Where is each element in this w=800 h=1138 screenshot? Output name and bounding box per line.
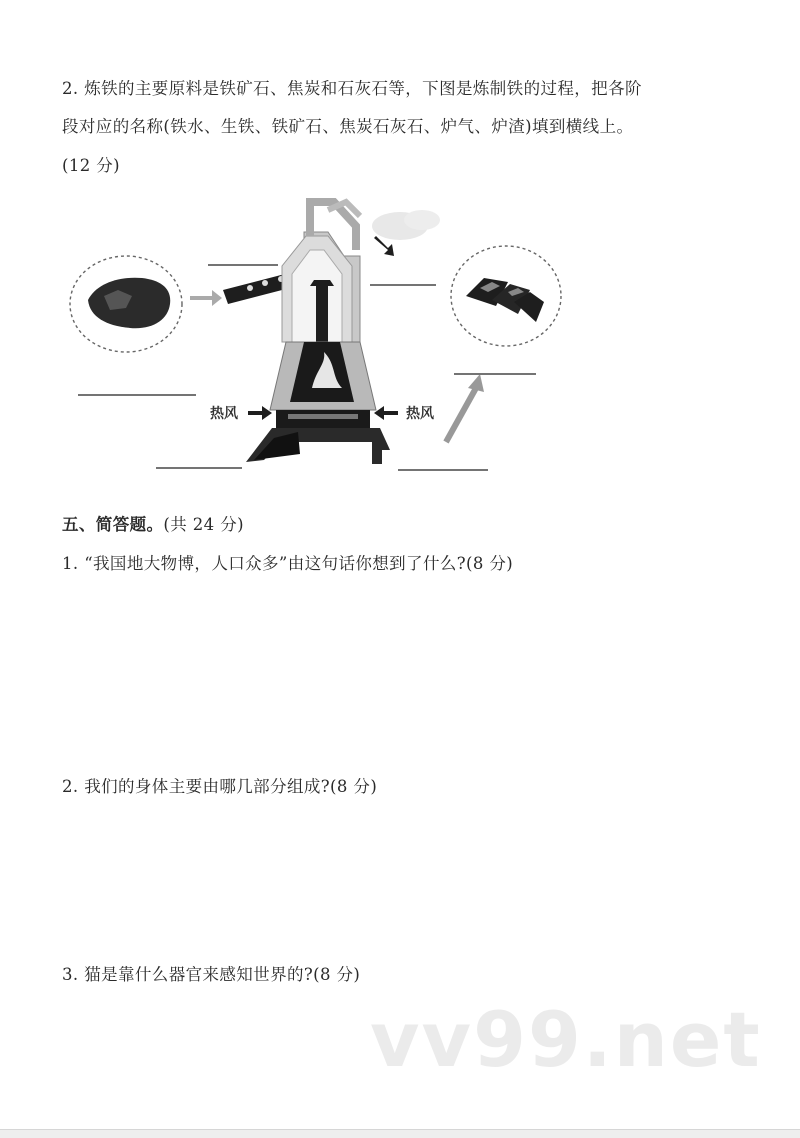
iron-output-arrow <box>446 388 476 442</box>
hot-air-left-label: 热风 <box>210 406 238 422</box>
short-answer-q3: 3. 猫是靠什么器官来感知世界的?(8 分) <box>62 965 361 984</box>
furnace-tube <box>316 286 328 346</box>
question-2-points: (12 分) <box>62 156 121 175</box>
question-2-line-1: 2. 炼铁的主要原料是铁矿石、焦炭和石灰石等，下图是炼制铁的过程，把各阶 <box>62 79 642 98</box>
iron-smelting-diagram <box>60 192 580 482</box>
ore-to-conveyor-arrow <box>190 290 222 306</box>
section-5-points: (共 24 分) <box>163 515 244 534</box>
hot-air-left-arrow <box>248 406 272 420</box>
section-5-heading: 五、简答题。 <box>62 515 164 534</box>
hot-air-right-arrow <box>374 406 398 420</box>
hot-air-right-label: 热风 <box>406 406 434 422</box>
iron-ore-lump <box>88 278 170 329</box>
watermark: vv99.net <box>370 995 762 1084</box>
short-answer-q1: 1. “我国地大物博，人口众多”由这句话你想到了什么?(8 分) <box>62 554 514 573</box>
section-5-title <box>62 517 244 534</box>
question-2-line-2: 段对应的名称(铁水、生铁、铁矿石、焦炭石灰石、炉气、炉渣)填到横线上。 <box>62 117 634 136</box>
short-answer-q2: 2. 我们的身体主要由哪几部分组成?(8 分) <box>62 777 378 796</box>
